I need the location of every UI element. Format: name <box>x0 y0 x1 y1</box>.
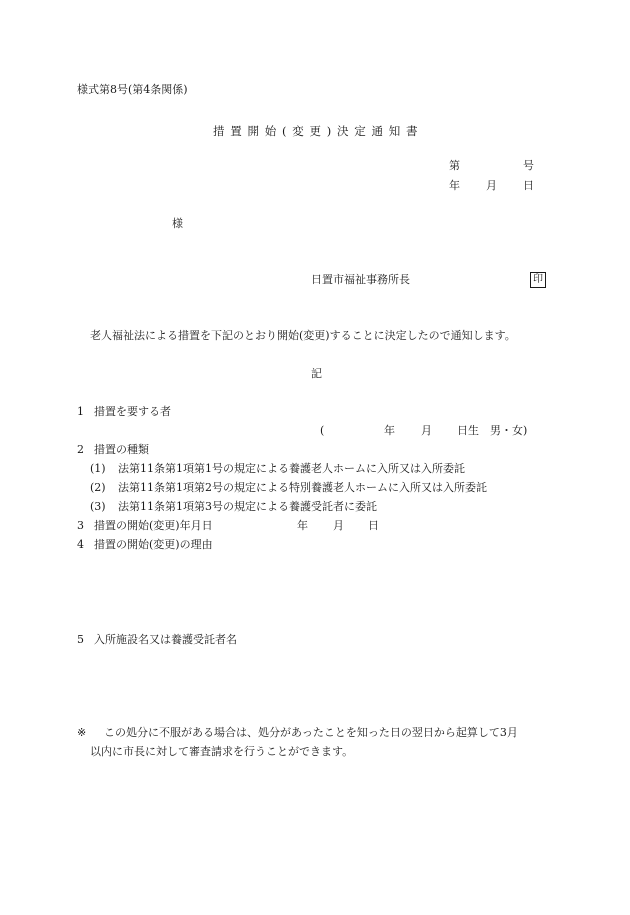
item-2-number: 2 <box>77 443 84 456</box>
seal-mark: 印 <box>530 272 546 288</box>
sub-item-1-number: (1) <box>90 462 106 475</box>
issuer-name: 日置市福祉事務所長 <box>311 273 410 286</box>
item-3-label: 措置の開始(変更)年月日 <box>94 519 213 532</box>
sub-item-3-text: 法第11条第1項第3号の規定による養護受託者に委託 <box>118 500 377 513</box>
item-1-label: 措置を要する者 <box>94 405 171 418</box>
form-number: 様式第8号(第4条関係) <box>77 83 188 96</box>
date-day: 日 <box>523 179 534 192</box>
birth-month: 月 <box>421 424 432 437</box>
note-mark: ※ <box>77 726 87 739</box>
sub-item-1-text: 法第11条第1項第1号の規定による養護老人ホームに入所又は入所委託 <box>118 462 465 475</box>
note-line-2: 以内に市長に対して審査請求を行うことができます。 <box>90 745 354 758</box>
intro-text: 老人福祉法による措置を下記のとおり開始(変更)することに決定したので通知します。 <box>90 329 516 342</box>
item-3-year: 年 <box>297 519 308 532</box>
sub-item-2-number: (2) <box>90 481 106 494</box>
doc-number-suffix: 号 <box>523 159 534 172</box>
birth-gender: 男・女) <box>490 424 528 437</box>
doc-number-prefix: 第 <box>449 159 460 172</box>
item-2-label: 措置の種類 <box>94 443 149 456</box>
item-5-label: 入所施設名又は養護受託者名 <box>94 633 237 646</box>
item-5-number: 5 <box>77 633 84 646</box>
item-3-number: 3 <box>77 519 84 532</box>
item-3-day: 日 <box>368 519 379 532</box>
birth-day: 日生 <box>457 424 479 437</box>
ki-heading: 記 <box>311 367 322 380</box>
item-4-label: 措置の開始(変更)の理由 <box>94 538 213 551</box>
note-line-1: この処分に不服がある場合は、処分があったことを知った日の翌日から起算して3月 <box>104 726 518 739</box>
date-year: 年 <box>449 179 460 192</box>
birth-open-paren: ( <box>320 424 325 437</box>
birth-year: 年 <box>384 424 395 437</box>
sub-item-2-text: 法第11条第1項第2号の規定による特別養護老人ホームに入所又は入所委託 <box>118 481 487 494</box>
document-title: 措置開始(変更)決定通知書 <box>213 124 424 138</box>
item-3-month: 月 <box>333 519 344 532</box>
item-4-number: 4 <box>77 538 84 551</box>
date-month: 月 <box>486 179 497 192</box>
addressee-suffix: 様 <box>172 217 183 230</box>
item-1-number: 1 <box>77 405 84 418</box>
sub-item-3-number: (3) <box>90 500 106 513</box>
